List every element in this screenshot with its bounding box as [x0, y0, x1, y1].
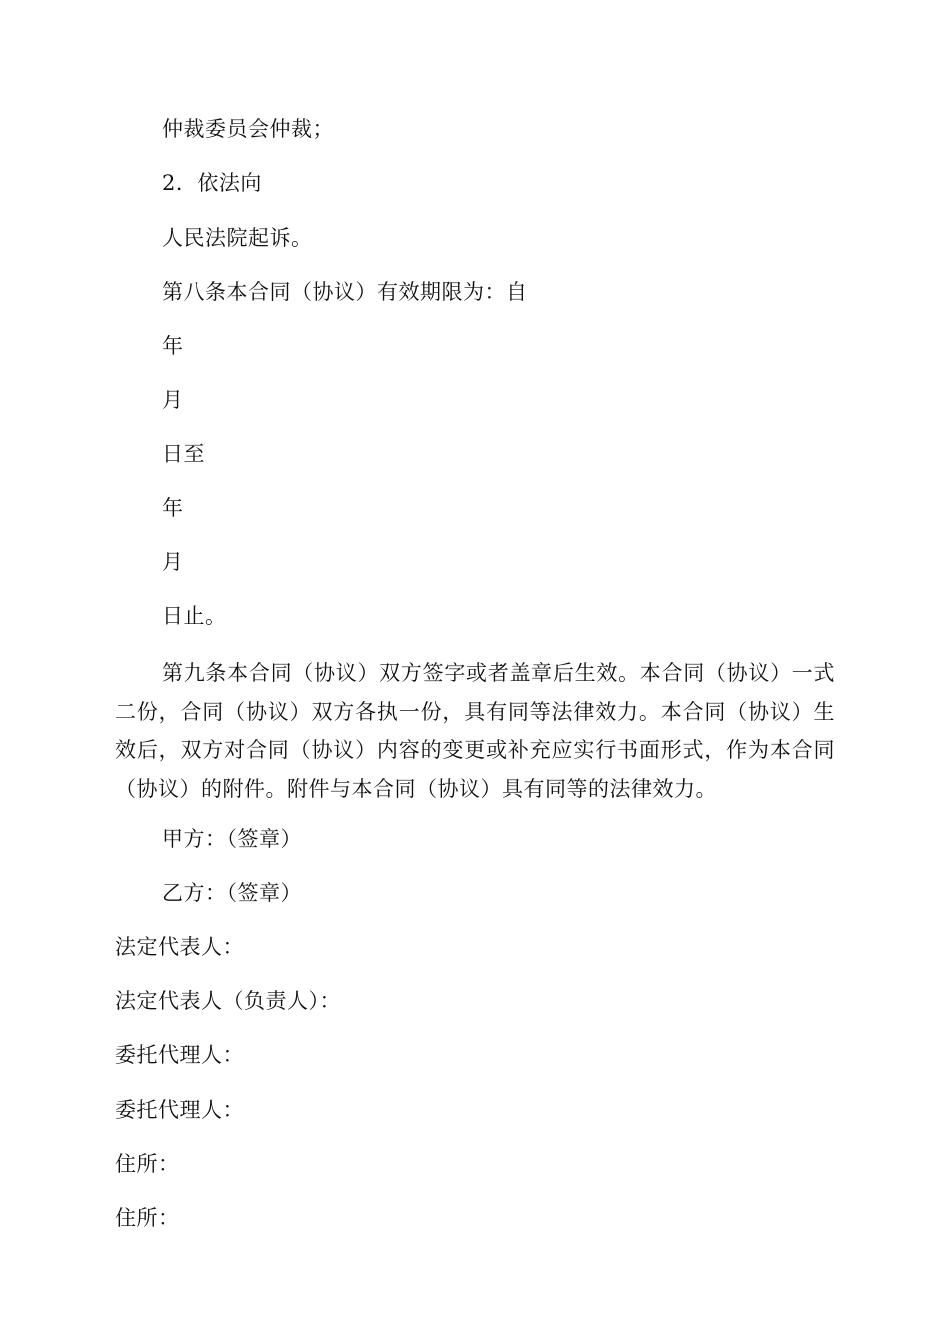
legal-representative-a: 法定代表人： [115, 935, 244, 959]
address-a: 住所： [115, 1152, 180, 1176]
text-line-year-start: 年 [162, 334, 184, 358]
text-line-arbitration: 仲裁委员会仲裁； [162, 117, 334, 141]
text-line-court: 人民法院起诉。 [162, 226, 313, 250]
text-line-clause-2: 2．依法向 [162, 171, 262, 195]
authorized-agent-b: 委托代理人： [115, 1098, 244, 1122]
text-line-day-end: 日止。 [162, 604, 227, 628]
text-line-day-to: 日至 [162, 442, 205, 466]
text-line-month-end: 月 [162, 550, 184, 574]
address-b: 住所： [115, 1206, 180, 1230]
authorized-agent-a: 委托代理人： [115, 1043, 244, 1067]
article-9-paragraph: 第九条本合同（协议）双方签字或者盖章后生效。本合同（协议）一式二份，合同（协议）双方各执一份，具有同等法律效力。本合同（协议）生效后，双方对合同（协议）内容的变更或补充应实行书面形式，作为本合同（协议）的附件。附件与本合同（协议）具有同等的法律效力。 [115, 661, 835, 801]
text-line-article-8: 第八条本合同（协议）有效期限为：自 [162, 280, 528, 304]
text-line-year-end: 年 [162, 496, 184, 520]
party-b-signature: 乙方：（签章） [162, 881, 302, 905]
text-line-month-start: 月 [162, 388, 184, 412]
legal-representative-b: 法定代表人（负责人）： [115, 989, 341, 1013]
party-a-signature: 甲方：（签章） [162, 827, 302, 851]
